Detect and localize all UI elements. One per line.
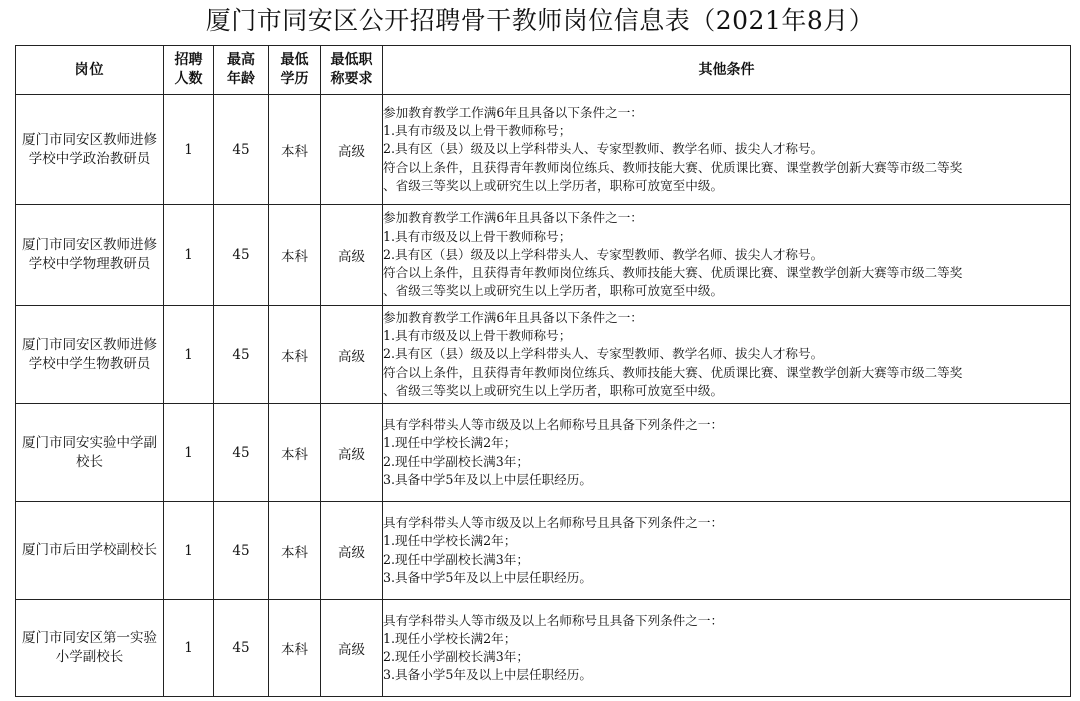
other-conditions [383, 600, 1071, 697]
table-row [16, 205, 1071, 306]
post-name: 厦门市同安区教师进修学校中学政治教研员 [16, 95, 164, 205]
header-education-line2: 学历 [280, 71, 309, 87]
table-row [16, 404, 1071, 502]
header-age [214, 46, 269, 95]
condition-line: 1.具有市级及以上骨干教师称号； [383, 328, 572, 344]
max-age: 45 [214, 502, 269, 600]
condition-line: 1.具有市级及以上骨干教师称号； [383, 123, 572, 139]
header-education-line1: 最低 [280, 52, 309, 68]
hire-count: 1 [164, 95, 214, 205]
condition-line: 1.现任中学校长满2年； [383, 435, 517, 451]
table-row [16, 600, 1071, 697]
hire-count: 1 [164, 205, 214, 306]
header-education [269, 46, 321, 95]
post-name: 厦门市同安区第一实验小学副校长 [16, 600, 164, 697]
condition-line: 2.现任中学副校长满3年； [383, 551, 529, 567]
condition-line: 2.具有区（县）级及以上学科带头人、专家型教师、教学名师、拔尖人才称号。 [383, 141, 824, 157]
post-name: 厦门市同安区教师进修学校中学物理教研员 [16, 205, 164, 306]
condition-line: 参加教育教学工作满6年且具备以下条件之一： [383, 210, 643, 226]
header-count-line2: 人数 [174, 71, 203, 87]
min-rank: 高级 [321, 502, 383, 600]
condition-line: 、省级三等奖以上或研究生以上学历者，职称可放宽至中级。 [383, 283, 724, 299]
condition-line: 符合以上条件，且获得青年教师岗位练兵、教师技能大赛、优质课比赛、课堂教学创新大赛等市级二等奖 [383, 364, 963, 380]
header-rank [321, 46, 383, 95]
header-rank-line2: 称要求 [330, 71, 373, 87]
condition-line: 参加教育教学工作满6年且具备以下条件之一： [383, 104, 643, 120]
min-education: 本科 [269, 306, 321, 404]
header-other-conditions: 其他条件 [383, 46, 1071, 95]
other-conditions [383, 306, 1071, 404]
condition-line: 3.具备中学5年及以上中层任职经历。 [383, 471, 592, 487]
table-row [16, 95, 1071, 205]
min-rank: 高级 [321, 205, 383, 306]
min-education: 本科 [269, 404, 321, 502]
condition-line: 2.具有区（县）级及以上学科带头人、专家型教师、教学名师、拔尖人才称号。 [383, 246, 824, 262]
max-age: 45 [214, 95, 269, 205]
condition-line: 、省级三等奖以上或研究生以上学历者，职称可放宽至中级。 [383, 382, 724, 398]
condition-line: 符合以上条件，且获得青年教师岗位练兵、教师技能大赛、优质课比赛、课堂教学创新大赛等市级二等奖 [383, 265, 963, 281]
max-age: 45 [214, 404, 269, 502]
condition-line: 2.具有区（县）级及以上学科带头人、专家型教师、教学名师、拔尖人才称号。 [383, 346, 824, 362]
min-rank: 高级 [321, 306, 383, 404]
other-conditions [383, 502, 1071, 600]
condition-line: 、省级三等奖以上或研究生以上学历者，职称可放宽至中级。 [383, 177, 724, 193]
table-row [16, 306, 1071, 404]
table-header-row [16, 46, 1071, 95]
condition-line: 2.现任小学副校长满3年； [383, 649, 529, 664]
post-name: 厦门市同安实验中学副校长 [16, 404, 164, 502]
condition-line: 具有学科带头人等市级及以上名师称号且具备下列条件之一： [383, 515, 724, 531]
max-age: 45 [214, 205, 269, 306]
min-rank: 高级 [321, 600, 383, 697]
hire-count: 1 [164, 600, 214, 697]
condition-line: 符合以上条件，且获得青年教师岗位练兵、教师技能大赛、优质课比赛、课堂教学创新大赛等市级二等奖 [383, 159, 963, 175]
header-age-line2: 年龄 [227, 71, 255, 87]
other-conditions [383, 205, 1071, 306]
condition-line: 具有学科带头人等市级及以上名师称号且具备下列条件之一： [383, 417, 724, 433]
condition-line: 3.具备小学5年及以上中层任职经历。 [383, 667, 592, 683]
condition-line: 参加教育教学工作满6年且具备以下条件之一： [383, 309, 643, 325]
other-conditions [383, 95, 1071, 205]
header-rank-line1: 最低职 [330, 52, 373, 68]
min-education: 本科 [269, 95, 321, 205]
header-age-line1: 最高 [227, 52, 255, 68]
condition-line: 3.具备中学5年及以上中层任职经历。 [383, 569, 592, 585]
condition-line: 具有学科带头人等市级及以上名师称号且具备下列条件之一： [383, 612, 724, 628]
header-count-line1: 招聘 [174, 52, 203, 68]
max-age: 45 [214, 306, 269, 404]
header-count [164, 46, 214, 95]
condition-line: 1.具有市级及以上骨干教师称号； [383, 228, 572, 244]
other-conditions [383, 404, 1071, 502]
condition-line: 1.现任小学校长满2年； [383, 630, 517, 646]
table-row [16, 502, 1071, 600]
hire-count: 1 [164, 404, 214, 502]
page-title: 厦门市同安区公开招聘骨干教师岗位信息表（2021年8月） [205, 6, 875, 35]
condition-line: 1.现任中学校长满2年； [383, 533, 517, 549]
post-name: 厦门市后田学校副校长 [16, 502, 164, 600]
hire-count: 1 [164, 306, 214, 404]
hire-count: 1 [164, 502, 214, 600]
post-name: 厦门市同安区教师进修学校中学生物教研员 [16, 306, 164, 404]
min-rank: 高级 [321, 404, 383, 502]
job-table [15, 45, 1071, 697]
min-education: 本科 [269, 502, 321, 600]
min-education: 本科 [269, 600, 321, 697]
header-post: 岗位 [16, 46, 164, 95]
min-education: 本科 [269, 205, 321, 306]
condition-line: 2.现任中学副校长满3年； [383, 453, 529, 469]
max-age: 45 [214, 600, 269, 697]
min-rank: 高级 [321, 95, 383, 205]
